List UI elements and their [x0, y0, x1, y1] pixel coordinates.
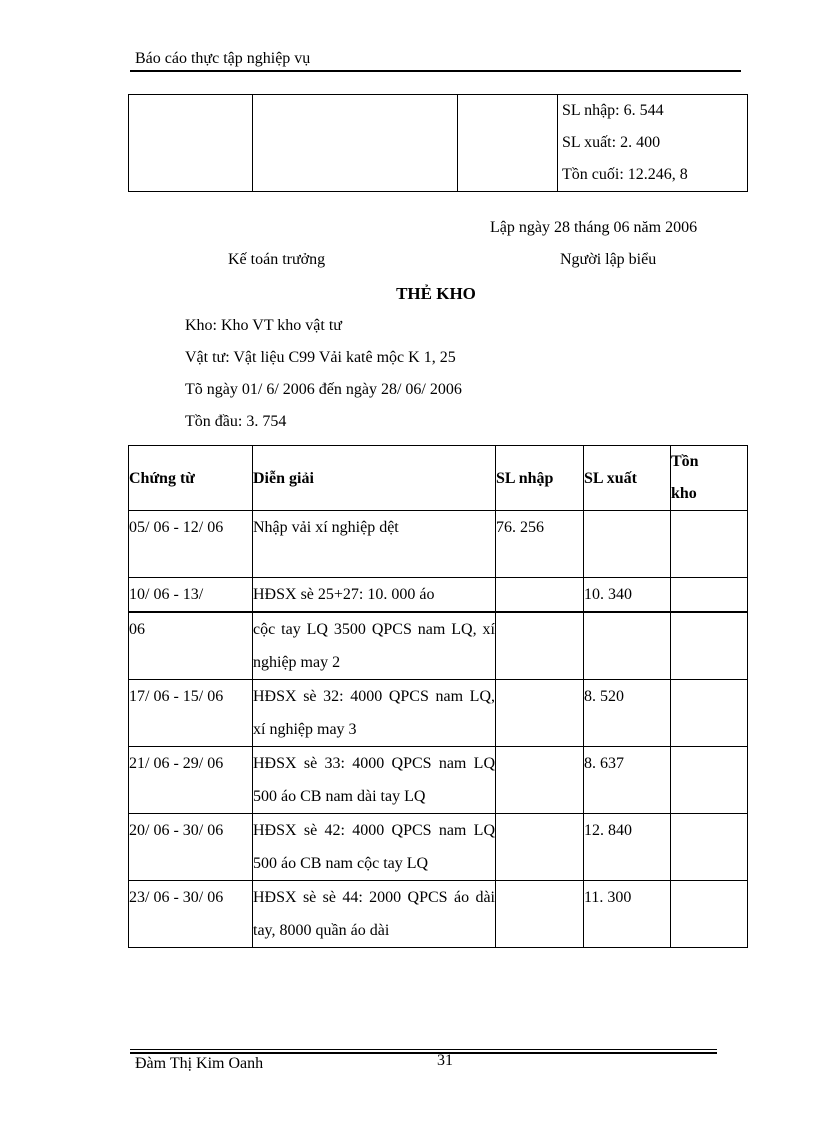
voucher-cell: 10/ 06 - 13/	[129, 578, 253, 613]
header-balance-line1: Tồn	[671, 453, 699, 470]
table-row	[129, 881, 748, 948]
description-cell: HĐSX sè sè 44: 2000 QPCS áo dài tay, 8000 quần áo dài	[253, 881, 496, 948]
stock-card-table	[128, 445, 748, 948]
table-header-row	[129, 446, 748, 511]
header-qty-out: SL xuất	[584, 446, 671, 511]
voucher-cell: 23/ 06 - 30/ 06	[129, 881, 253, 948]
period-line: Tõ ngày 01/ 6/ 2006 đến ngày 28/ 06/ 2006	[185, 381, 462, 398]
qty-in-cell: 76. 256	[496, 511, 584, 578]
header-description: Diễn giải	[253, 446, 496, 511]
qty-out-summary: SL xuất: 2. 400	[562, 134, 661, 151]
header-rule	[130, 70, 741, 72]
voucher-cell: 21/ 06 - 29/ 06	[129, 747, 253, 814]
qty-out-cell: 8. 637	[584, 747, 671, 814]
voucher-cell: 20/ 06 - 30/ 06	[129, 814, 253, 881]
table-row	[129, 511, 748, 578]
report-header-title: Báo cáo thực tập nghiệp vụ	[135, 50, 311, 67]
table-row	[129, 578, 748, 613]
balance-cell	[671, 814, 748, 881]
voucher-cell: 05/ 06 - 12/ 06	[129, 511, 253, 578]
table-row	[129, 612, 748, 680]
table-cell	[129, 95, 253, 192]
description-cell: HĐSX sè 42: 4000 QPCS nam LQ 500 áo CB nam cộc tay LQ	[253, 814, 496, 881]
preparer-label: Người lập biểu	[560, 251, 657, 268]
qty-out-cell: 11. 300	[584, 881, 671, 948]
qty-in-cell	[496, 680, 584, 747]
voucher-cell: 06	[129, 612, 253, 680]
table-row	[129, 814, 748, 881]
qty-in-cell	[496, 814, 584, 881]
qty-in-cell	[496, 578, 584, 613]
header-qty-in: SL nhập	[496, 446, 584, 511]
balance-cell	[671, 612, 748, 680]
opening-balance-line: Tồn đầu: 3. 754	[185, 413, 287, 430]
table-row	[129, 747, 748, 814]
balance-cell	[671, 747, 748, 814]
qty-in-cell	[496, 747, 584, 814]
continued-table	[128, 94, 748, 192]
qty-in-cell	[496, 881, 584, 948]
header-voucher: Chứng từ	[129, 446, 253, 511]
table-cell	[458, 95, 558, 192]
description-cell: cộc tay LQ 3500 QPCS nam LQ, xí nghiệp may 2	[253, 612, 496, 680]
footer-author: Đàm Thị Kim Oanh	[135, 1055, 264, 1072]
stock-card-title: THẺ KHO	[396, 284, 476, 303]
balance-cell	[671, 881, 748, 948]
page-number: 31	[437, 1052, 453, 1069]
qty-out-cell: 12. 840	[584, 814, 671, 881]
chief-accountant-label: Kế toán trưởng	[228, 251, 326, 268]
qty-out-cell	[584, 511, 671, 578]
date-line: Lập ngày 28 tháng 06 năm 2006	[490, 219, 698, 236]
balance-cell	[671, 511, 748, 578]
description-cell: Nhập vải xí nghiệp dệt	[253, 511, 496, 578]
qty-in-summary: SL nhập: 6. 544	[562, 102, 664, 119]
material-line: Vật tư: Vật liệu C99 Vải katê mộc K 1, 25	[185, 349, 456, 366]
summary-cell	[558, 95, 748, 192]
footer-rule	[130, 1052, 717, 1054]
description-cell: HĐSX sè 32: 4000 QPCS nam LQ, xí nghiệp may 3	[253, 680, 496, 747]
description-cell: HĐSX sè 33: 4000 QPCS nam LQ 500 áo CB nam dài tay LQ	[253, 747, 496, 814]
balance-cell	[671, 578, 748, 613]
closing-balance-summary: Tồn cuối: 12.246, 8	[562, 166, 688, 183]
balance-cell	[671, 680, 748, 747]
warehouse-line: Kho: Kho VT kho vật tư	[185, 317, 342, 334]
qty-out-cell	[584, 612, 671, 680]
qty-out-cell: 8. 520	[584, 680, 671, 747]
header-balance	[671, 446, 748, 511]
qty-in-cell	[496, 612, 584, 680]
qty-out-cell: 10. 340	[584, 578, 671, 613]
table-cell	[253, 95, 458, 192]
description-cell: HĐSX sè 25+27: 10. 000 áo	[253, 578, 496, 613]
table-row	[129, 95, 748, 192]
footer-rule	[130, 1049, 717, 1050]
voucher-cell: 17/ 06 - 15/ 06	[129, 680, 253, 747]
table-row	[129, 680, 748, 747]
header-balance-line2: kho	[671, 485, 697, 502]
